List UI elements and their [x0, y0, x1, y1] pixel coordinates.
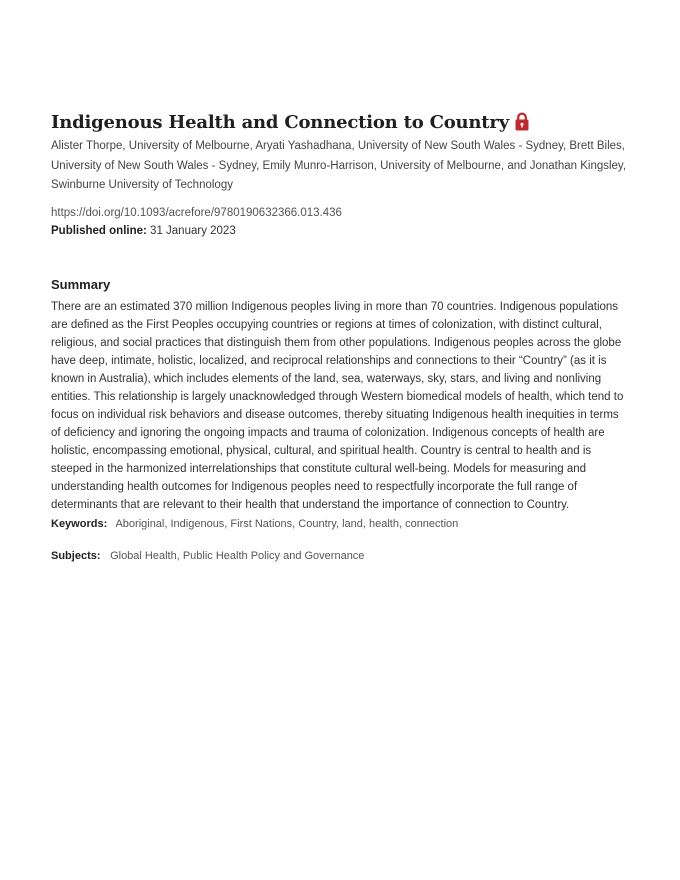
article-title: Indigenous Health and Connection to Country [51, 112, 509, 133]
summary-text: There are an estimated 370 million Indigenous peoples living in more than 70 countries. Indigenous populations are defined as the First Peoples occupying countries or regions at times of colonization, with distinct cultural, religious, and social practices that distinguish them from other populations. Indigenous peoples across the globe have deep, intimate, holistic, localized, and reciprocal relationships and connections to their “Country” (as it is known in Australia), which includes elements of the land, sea, waterways, sky, stars, and living and nonliving entities. This relationship is largely unacknowledged through Western biomedical models of health, which tend to focus on individual risk behaviors and disease outcomes, thereby situating Indigenous health inequities in terms of deficiency and ignoring the ongoing impacts and trauma of colonization. Indigenous concepts of health are holistic, encompassing emotional, physical, cultural, and spiritual health. Country is central to health and is steeped in the harmonized interrelationships that constitute cultural well-being. Models for measuring and understanding health outcomes for Indigenous peoples need to respectfully incorporate the full range of determinants that are relevant to their health that understand the importance of connection to Country. [51, 300, 624, 511]
subjects-value[interactable]: Global Health, Public Health Policy and Governance [110, 549, 365, 562]
article-page [51, 110, 631, 564]
published-value: 31 January 2023 [150, 224, 236, 237]
published-date [51, 222, 631, 240]
lock-icon [515, 112, 529, 131]
title-row [51, 110, 631, 136]
keywords-label: Keywords: [51, 517, 108, 530]
subjects-row [51, 548, 631, 564]
keywords-row [51, 516, 631, 532]
subjects-label: Subjects: [51, 549, 101, 562]
summary-heading: Summary [51, 276, 111, 292]
author-list: Alister Thorpe, University of Melbourne, Aryati Yashadhana, University of New South Wales - Sydney, Brett Biles, University of New South Wales - Sydney, Emily Munro-Harrison, University of Melbourne, and Jonathan Kingsley, Swinburne University of Technology [51, 140, 627, 191]
keywords-value[interactable]: Aboriginal, Indigenous, First Nations, Country, land, health, connection [115, 517, 459, 530]
published-label: Published online: [51, 224, 147, 237]
doi-link[interactable]: https://doi.org/10.1093/acrefore/9780190632366.013.436 [51, 206, 342, 219]
